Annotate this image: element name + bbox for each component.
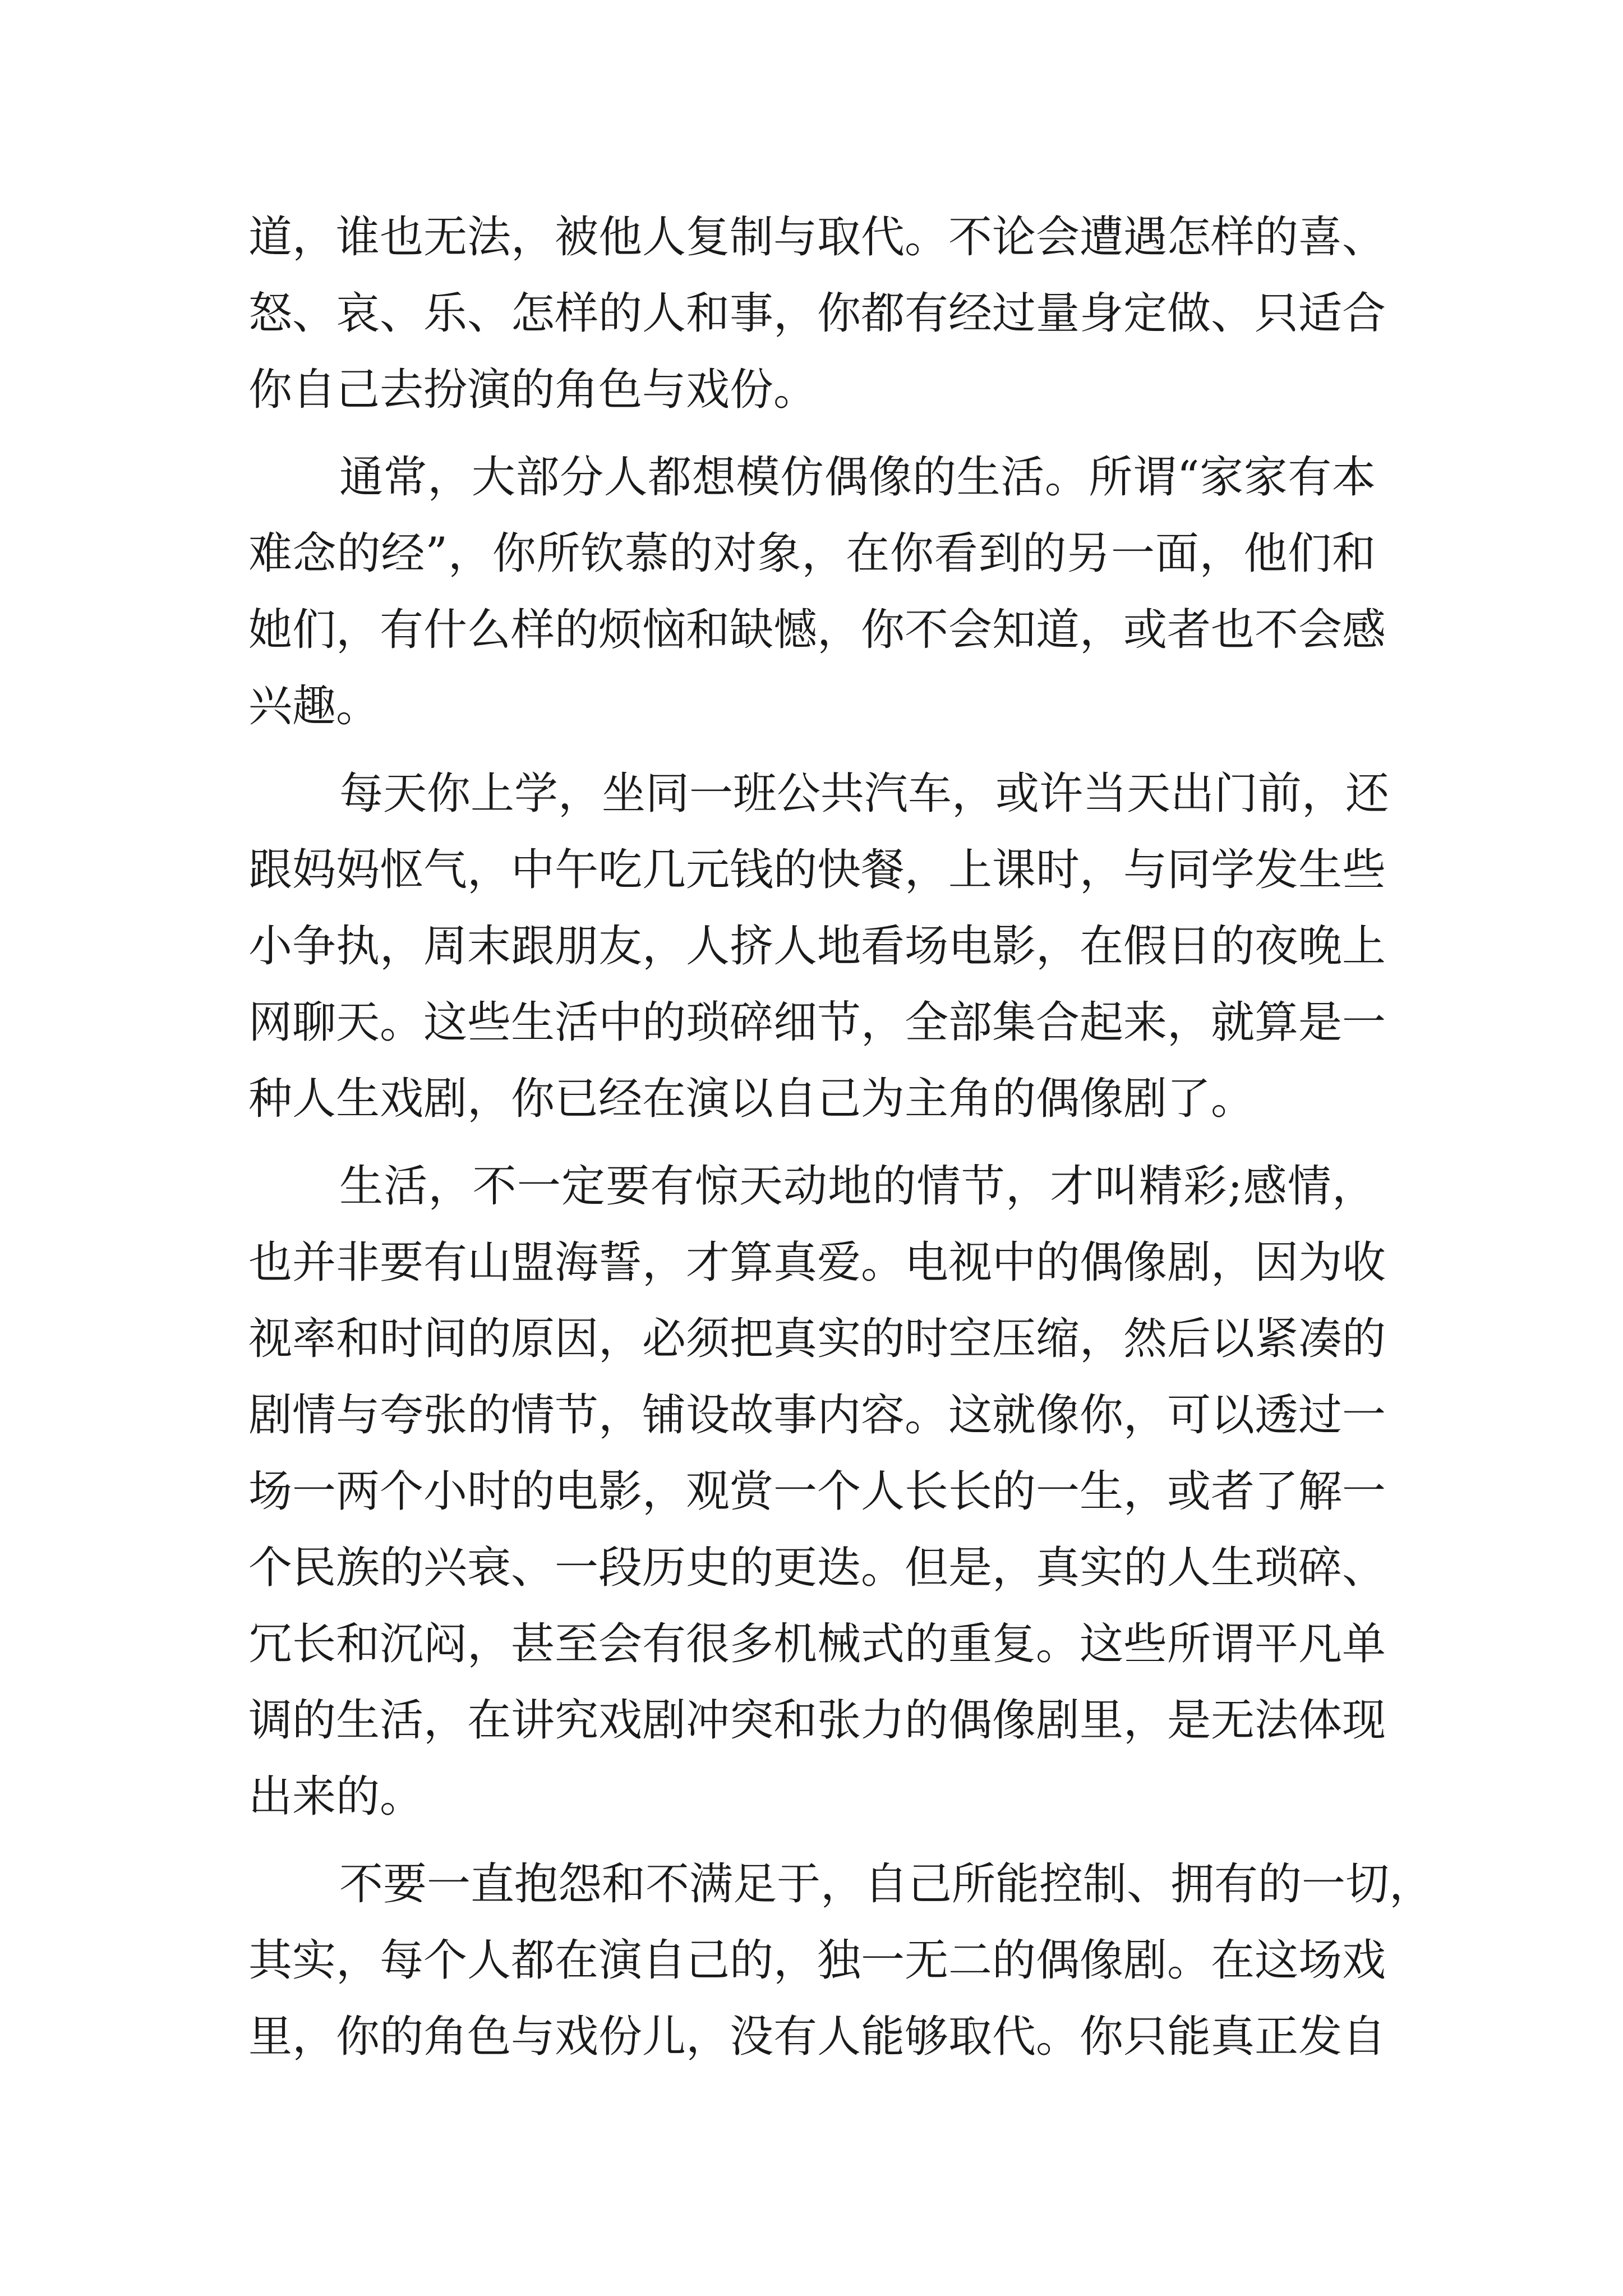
text-line: 你自己去扮演的角色与戏份。 [248,365,818,415]
text-line: 剧情与夸张的情节，铺设故事内容。这就像你，可以透过一 [248,1390,1386,1441]
text-line: 道，谁也无法，被他人复制与取代。不论会遭遇怎样的喜、 [248,212,1386,263]
text-line: 生活，不一定要有惊天动地的情节，才叫精彩;感情， [339,1161,1376,1212]
text-line: 出来的。 [248,1772,424,1822]
paragraph [248,199,1386,428]
text-line: 通常，大部分人都想模仿偶像的生活。所谓“家家有本 [339,452,1376,503]
text-line: 兴趣。 [248,681,380,731]
text-line: 跟妈妈怄气，中午吃几元钱的快餐，上课时，与同学发生些 [248,845,1386,895]
text-line: 调的生活，在讲究戏剧冲突和张力的偶像剧里，是无法体现 [248,1695,1386,1746]
text-line: 种人生戏剧，你已经在演以自己为主角的偶像剧了。 [248,1074,1255,1124]
text-line: 不要一直抱怨和不满足于，自己所能控制、拥有的一切， [339,1859,1433,1910]
text-line: 个民族的兴衰、一段历史的更迭。但是，真实的人生琐碎、 [248,1543,1386,1593]
text-line: 网聊天。这些生活中的琐碎细节，全部集合起来，就算是一 [248,997,1386,1048]
text-line: 也并非要有山盟海誓，才算真爱。电视中的偶像剧，因为收 [248,1237,1386,1288]
paragraph [248,439,1386,744]
text-line: 每天你上学，坐同一班公共汽车，或许当天出门前，还 [339,769,1390,819]
text-line: 她们，有什么样的烦恼和缺憾，你不会知道，或者也不会感 [248,605,1386,655]
paragraph [248,1148,1386,1835]
text-line: 小争执，周末跟朋友，人挤人地看场电影，在假日的夜晚上 [248,921,1386,972]
text-line: 场一两个小时的电影，观赏一个人长长的一生，或者了解一 [248,1466,1386,1517]
paragraph [248,756,1390,1137]
paragraph [248,1846,1433,2075]
body-text [248,199,1433,2075]
text-line: 里，你的角色与戏份儿，没有人能够取代。你只能真正发自 [248,2012,1386,2062]
text-line: 其实，每个人都在演自己的，独一无二的偶像剧。在这场戏 [248,1935,1386,1986]
text-line: 冗长和沉闷，甚至会有很多机械式的重复。这些所谓平凡单 [248,1619,1386,1669]
text-line: 怒、哀、乐、怎样的人和事，你都有经过量身定做、只适合 [248,288,1386,339]
text-line: 视率和时间的原因，必须把真实的时空压缩，然后以紧凑的 [248,1314,1386,1364]
text-line: 难念的经”，你所钦慕的对象，在你看到的另一面，他们和 [248,528,1376,579]
